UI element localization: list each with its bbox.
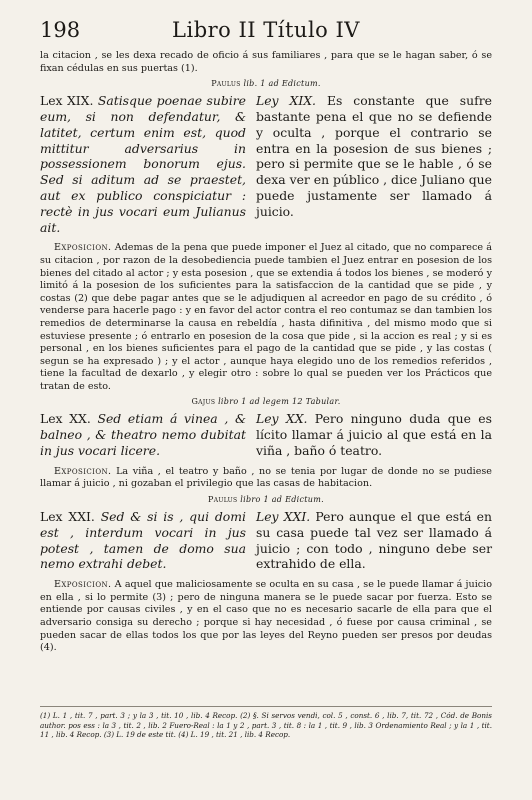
- law-block: [40, 411, 492, 458]
- page: [40, 18, 492, 655]
- law-block: [40, 509, 492, 572]
- source-citation: [40, 495, 492, 504]
- exposicion-text: La viña , el teatro y baño , no se tenia por lugar de donde no se pudiese llamar á juicio , ni gozaban el privilegio que las casas de habitacion.: [40, 465, 492, 490]
- exposicion-label: Exposicion.: [54, 579, 112, 591]
- exposicion: [40, 242, 492, 393]
- source-work: libro 1 ad legem 12 Tabular.: [218, 397, 341, 407]
- law-spanish-text: Pero ninguno duda que es lícito llamar á juicio al que está en la viña , baño ó teatro.: [256, 411, 492, 459]
- running-title: Libro II Título IV: [172, 18, 360, 42]
- exposicion-label: Exposicion.: [54, 242, 112, 254]
- law-latin: [40, 93, 246, 235]
- intro-text: la citacion , se les dexa recado de oficio á sus familiares , para que se le hagan saber, ó se fixan cédulas en sus puertas (1).: [40, 50, 492, 74]
- source-author: Paulus: [211, 79, 241, 89]
- law-block: [40, 93, 492, 235]
- exposicion-text: Ademas de la pena que puede imponer el Juez al citado, que no comparece á su citacion , por razon de la desobediencia puede tambien el Juez entrar en posesion de los bienes del citado al actor ; y esta posesion , que se extendia á todos los bienes , se moderó y limitó á la posesion de los suficientes para la satisfaccion de la cantidad que se pide , y costas (2) que debe pagar antes que se le adjudiquen al acreedor en pago de su crédito , ó venderse para hacerle pago : y en favor del actor contra el reo contumaz se dan tambien los remedios de determinarse la causa en rebeldía , hasta difinitiva , del mismo modo que si estuviese presente ; ó entrarlo en posesion de la cosa que pide , si la accion es real ; y si es personal , en los bienes suficientes para el pago de la cantidad que se pide , y las costas ( segun se ha expresado ) ; y el actor , aunque haya elegido uno de los remedios referidos , tiene la facultad de dexarlo , y elegir otro : sobre lo qual se pueden ver los Prácticos que tratan de esto.: [40, 242, 492, 392]
- law-latin-text: Sed & si is , qui domi est , interdum vocari in jus potest , tamen de domo sua nemo extrahi debet.: [40, 509, 246, 572]
- law-latin-text: Satisque poenae subire eum, si non defendatur, & latitet, certum enim est, quod mittitur adversarius in possessionem bonorum ejus. Sed si aditum ad se praestet, aut ex publico conspiciatur : rectè in jus vocari eum Julianus ait.: [40, 93, 246, 235]
- law-latin-label: Lex XIX.: [40, 93, 94, 109]
- law-latin-text: Sed etiam á vinea , & balneo , & theatro nemo dubitat in jus vocari licere.: [40, 411, 246, 459]
- law-latin-label: Lex XXI.: [40, 509, 95, 525]
- law-spanish: [256, 411, 492, 458]
- law-spanish-label: Ley XIX.: [256, 93, 316, 109]
- exposicion-text: A aquel que maliciosamente se oculta en su casa , se le puede llamar á juicio en ella , si lo permite (3) ; pero de ninguna manera se le puede sacar por fuerza. Esto se entiende por causas civiles , y en el caso que no es necesario sacarle de ella para que el adversario consiga su derecho ; porque si hay necesidad , ó fuese por causa criminal , se pueden sacar de ellas todos los que por las leyes del Reyno pueden ser presos por deudas (4).: [40, 579, 492, 654]
- footnotes: [40, 706, 492, 740]
- law-latin: [40, 411, 246, 458]
- source-work: libro 1 ad Edictum.: [240, 495, 324, 505]
- source-author: Paulus: [208, 495, 238, 505]
- law-spanish-label: Ley XXI.: [256, 509, 311, 525]
- law-latin-label: Lex XX.: [40, 411, 91, 427]
- source-work: lib. 1 ad Edictum.: [243, 79, 321, 89]
- exposicion: [40, 579, 492, 655]
- law-latin: [40, 509, 246, 572]
- exposicion-label: Exposicion.: [54, 465, 112, 477]
- source-citation: [40, 397, 492, 406]
- law-spanish: [256, 509, 492, 572]
- law-spanish-text: Pero aunque el que está en su casa puede tal vez ser llamado á juicio ; con todo , ninguno debe ser extrahido de ella.: [256, 509, 492, 572]
- law-spanish: [256, 93, 492, 235]
- law-spanish-text: Es constante que sufre bastante pena el que no se defiende y oculta , porque el contrario se entra en la posesion de sus bienes ; pero si permite que se le hable , ó se dexa ver en público , dice Juliano que puede justamente ser llamado á juicio.: [256, 93, 492, 219]
- page-header: [40, 18, 492, 50]
- footnotes-text: (1) L. 1 , tit. 7 , part. 3 ; y la 3 , tit. 10 , lib. 4 Recop. (2) §. Si servos vendi, col. 5 , const. 6 , lib. 7, tit. 72 , Cód. de Bonis author. pos ess : la 3 , tit. 2 , lib. 2 Fuero-Real : la 1 y 2 , part. 3 , tit. 8 : la 1 , tit. 9 , lib. 3 Ordenamiento Real ; y la 1 , tit. 11 , lib. 4 Recop. (3) L. 19 de este tit. (4) L. 19 , tit. 21 , lib. 4 Recop.: [40, 711, 492, 740]
- law-spanish-label: Ley XX.: [256, 411, 308, 427]
- exposicion: [40, 466, 492, 491]
- page-number: 198: [40, 18, 81, 42]
- source-author: Gajus: [191, 397, 216, 407]
- source-citation: [40, 79, 492, 88]
